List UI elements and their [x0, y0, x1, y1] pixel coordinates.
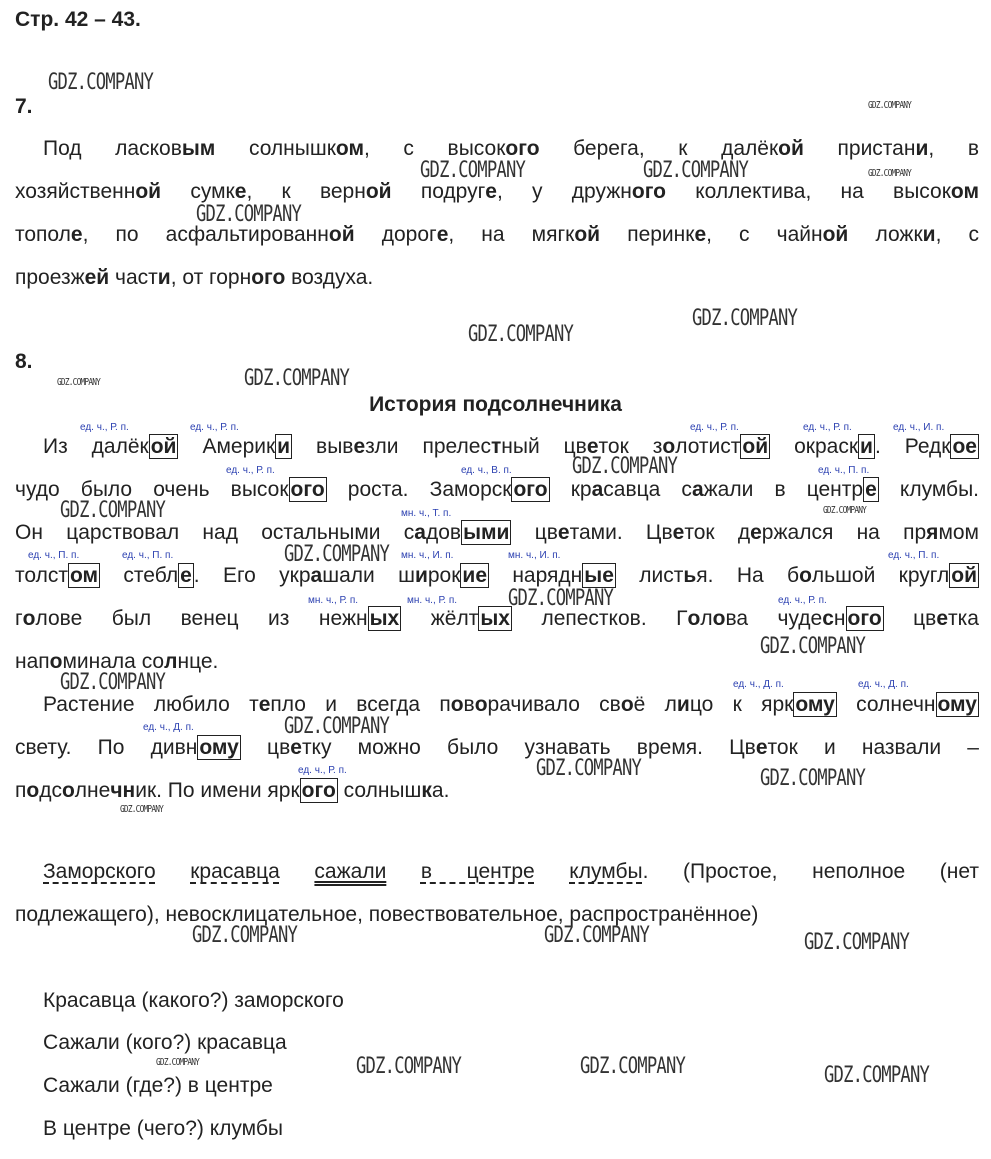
watermark: GDZ.COMPANY — [284, 714, 390, 739]
note-13: мн. ч., И. п. — [508, 550, 561, 561]
page-heading: Стр. 42 – 43. — [15, 8, 141, 31]
note-17: ед. ч., Р. п. — [778, 595, 827, 606]
story-title: История подсолнечника — [369, 393, 622, 416]
watermark: GDZ.COMPANY — [60, 670, 166, 695]
watermark: GDZ.COMPANY — [60, 498, 166, 523]
note-18: ед. ч., Д. п. — [733, 679, 784, 690]
watermark: GDZ.COMPANY — [48, 70, 154, 95]
watermark: GDZ.COMPANY — [192, 923, 298, 948]
note-3: ед. ч., Р. п. — [690, 422, 739, 433]
watermark: GDZ.COMPANY — [120, 804, 164, 815]
watermark: GDZ.COMPANY — [196, 202, 302, 227]
watermark: GDZ.COMPANY — [544, 923, 650, 948]
note-16: мн. ч., Р. п. — [407, 595, 458, 606]
watermark: GDZ.COMPANY — [760, 766, 866, 791]
watermark: GDZ.COMPANY — [536, 756, 642, 781]
note-6: ед. ч., Р. п. — [226, 465, 275, 476]
watermark: GDZ.COMPANY — [356, 1054, 462, 1079]
watermark: GDZ.COMPANY — [868, 168, 912, 179]
note-7: ед. ч., В. п. — [461, 465, 512, 476]
note-4: ед. ч., Р. п. — [803, 422, 852, 433]
watermark: GDZ.COMPANY — [692, 306, 798, 331]
note-8: ед. ч., П. п. — [818, 465, 870, 476]
watermark: GDZ.COMPANY — [420, 158, 526, 183]
watermark: GDZ.COMPANY — [824, 1063, 930, 1088]
note-14: ед. ч., П. п. — [888, 550, 940, 561]
note-12: мн. ч., И. п. — [401, 550, 454, 561]
watermark: GDZ.COMPANY — [508, 586, 614, 611]
phrase-3: Сажали (где?) в центре — [43, 1074, 273, 1097]
phrase-1: Красавца (какого?) заморского — [43, 989, 344, 1012]
note-19: ед. ч., Д. п. — [858, 679, 909, 690]
note-20: ед. ч., Д. п. — [143, 722, 194, 733]
watermark: GDZ.COMPANY — [643, 158, 749, 183]
story-text: Из далёкой Америки вывезли прелестный цветок золотистой окраски. Редкое чудо было очень высокого роста. Заморского красавца сажали в центре клумбы. Он царствовал над остальными садовыми цветами. Цветок держался на прямом толстом стебле. Его украшали широкие нарядные листья. На большой круглой голове был венец из нежных жёлтых лепестков. Голова чудесного цветка напоминала солнце. Растение любило тепло и всегда поворачивало своё лицо к яркому солнечному свету. По дивному цветку можно было узнавать время. Цветок и назвали – подсолнечник. По имени яркого солнышка. — [15, 435, 979, 802]
note-9: мн. ч., Т. п. — [401, 508, 452, 519]
phrase-4: В центре (чего?) клумбы — [43, 1117, 283, 1140]
note-2: ед. ч., Р. п. — [190, 422, 239, 433]
watermark: GDZ.COMPANY — [823, 505, 867, 516]
watermark: GDZ.COMPANY — [244, 366, 350, 391]
watermark: GDZ.COMPANY — [156, 1057, 200, 1068]
watermark: GDZ.COMPANY — [57, 377, 101, 388]
watermark: GDZ.COMPANY — [804, 930, 910, 955]
exercise-8-number: 8. — [15, 350, 33, 373]
exercise-7-text: Под ласковым солнышком, с высокого берега, к далёкой пристани, в хозяйственной сумке, к верной подруге, у дружного коллектива, на высоком тополе, по асфальтированной дороге, на мягкой перинке, с чайной ложки, с проезжей части, от горного воздуха. — [15, 137, 979, 289]
note-21: ед. ч., Р. п. — [298, 765, 347, 776]
sentence-analysis-line-2: подлежащего), невосклицательное, повествовательное, распространённое) — [15, 903, 759, 926]
note-11: ед. ч., П. п. — [122, 550, 174, 561]
note-10: ед. ч., П. п. — [28, 550, 80, 561]
note-1: ед. ч., Р. п. — [80, 422, 129, 433]
watermark: GDZ.COMPANY — [284, 542, 390, 567]
watermark: GDZ.COMPANY — [868, 100, 912, 111]
phrase-2: Сажали (кого?) красавца — [43, 1031, 287, 1054]
sentence-analysis-tail: . (Простое, неполное (нет — [642, 860, 979, 883]
watermark: GDZ.COMPANY — [580, 1054, 686, 1079]
sentence-analysis-line-1: Заморского красавца сажали в центре клумбы. (Простое, неполное (нет — [43, 860, 979, 883]
note-5: ед. ч., И. п. — [893, 422, 945, 433]
note-15: мн. ч., Р. п. — [308, 595, 359, 606]
watermark: GDZ.COMPANY — [572, 454, 678, 479]
watermark: GDZ.COMPANY — [760, 634, 866, 659]
watermark: GDZ.COMPANY — [468, 322, 574, 347]
exercise-7-number: 7. — [15, 95, 33, 118]
